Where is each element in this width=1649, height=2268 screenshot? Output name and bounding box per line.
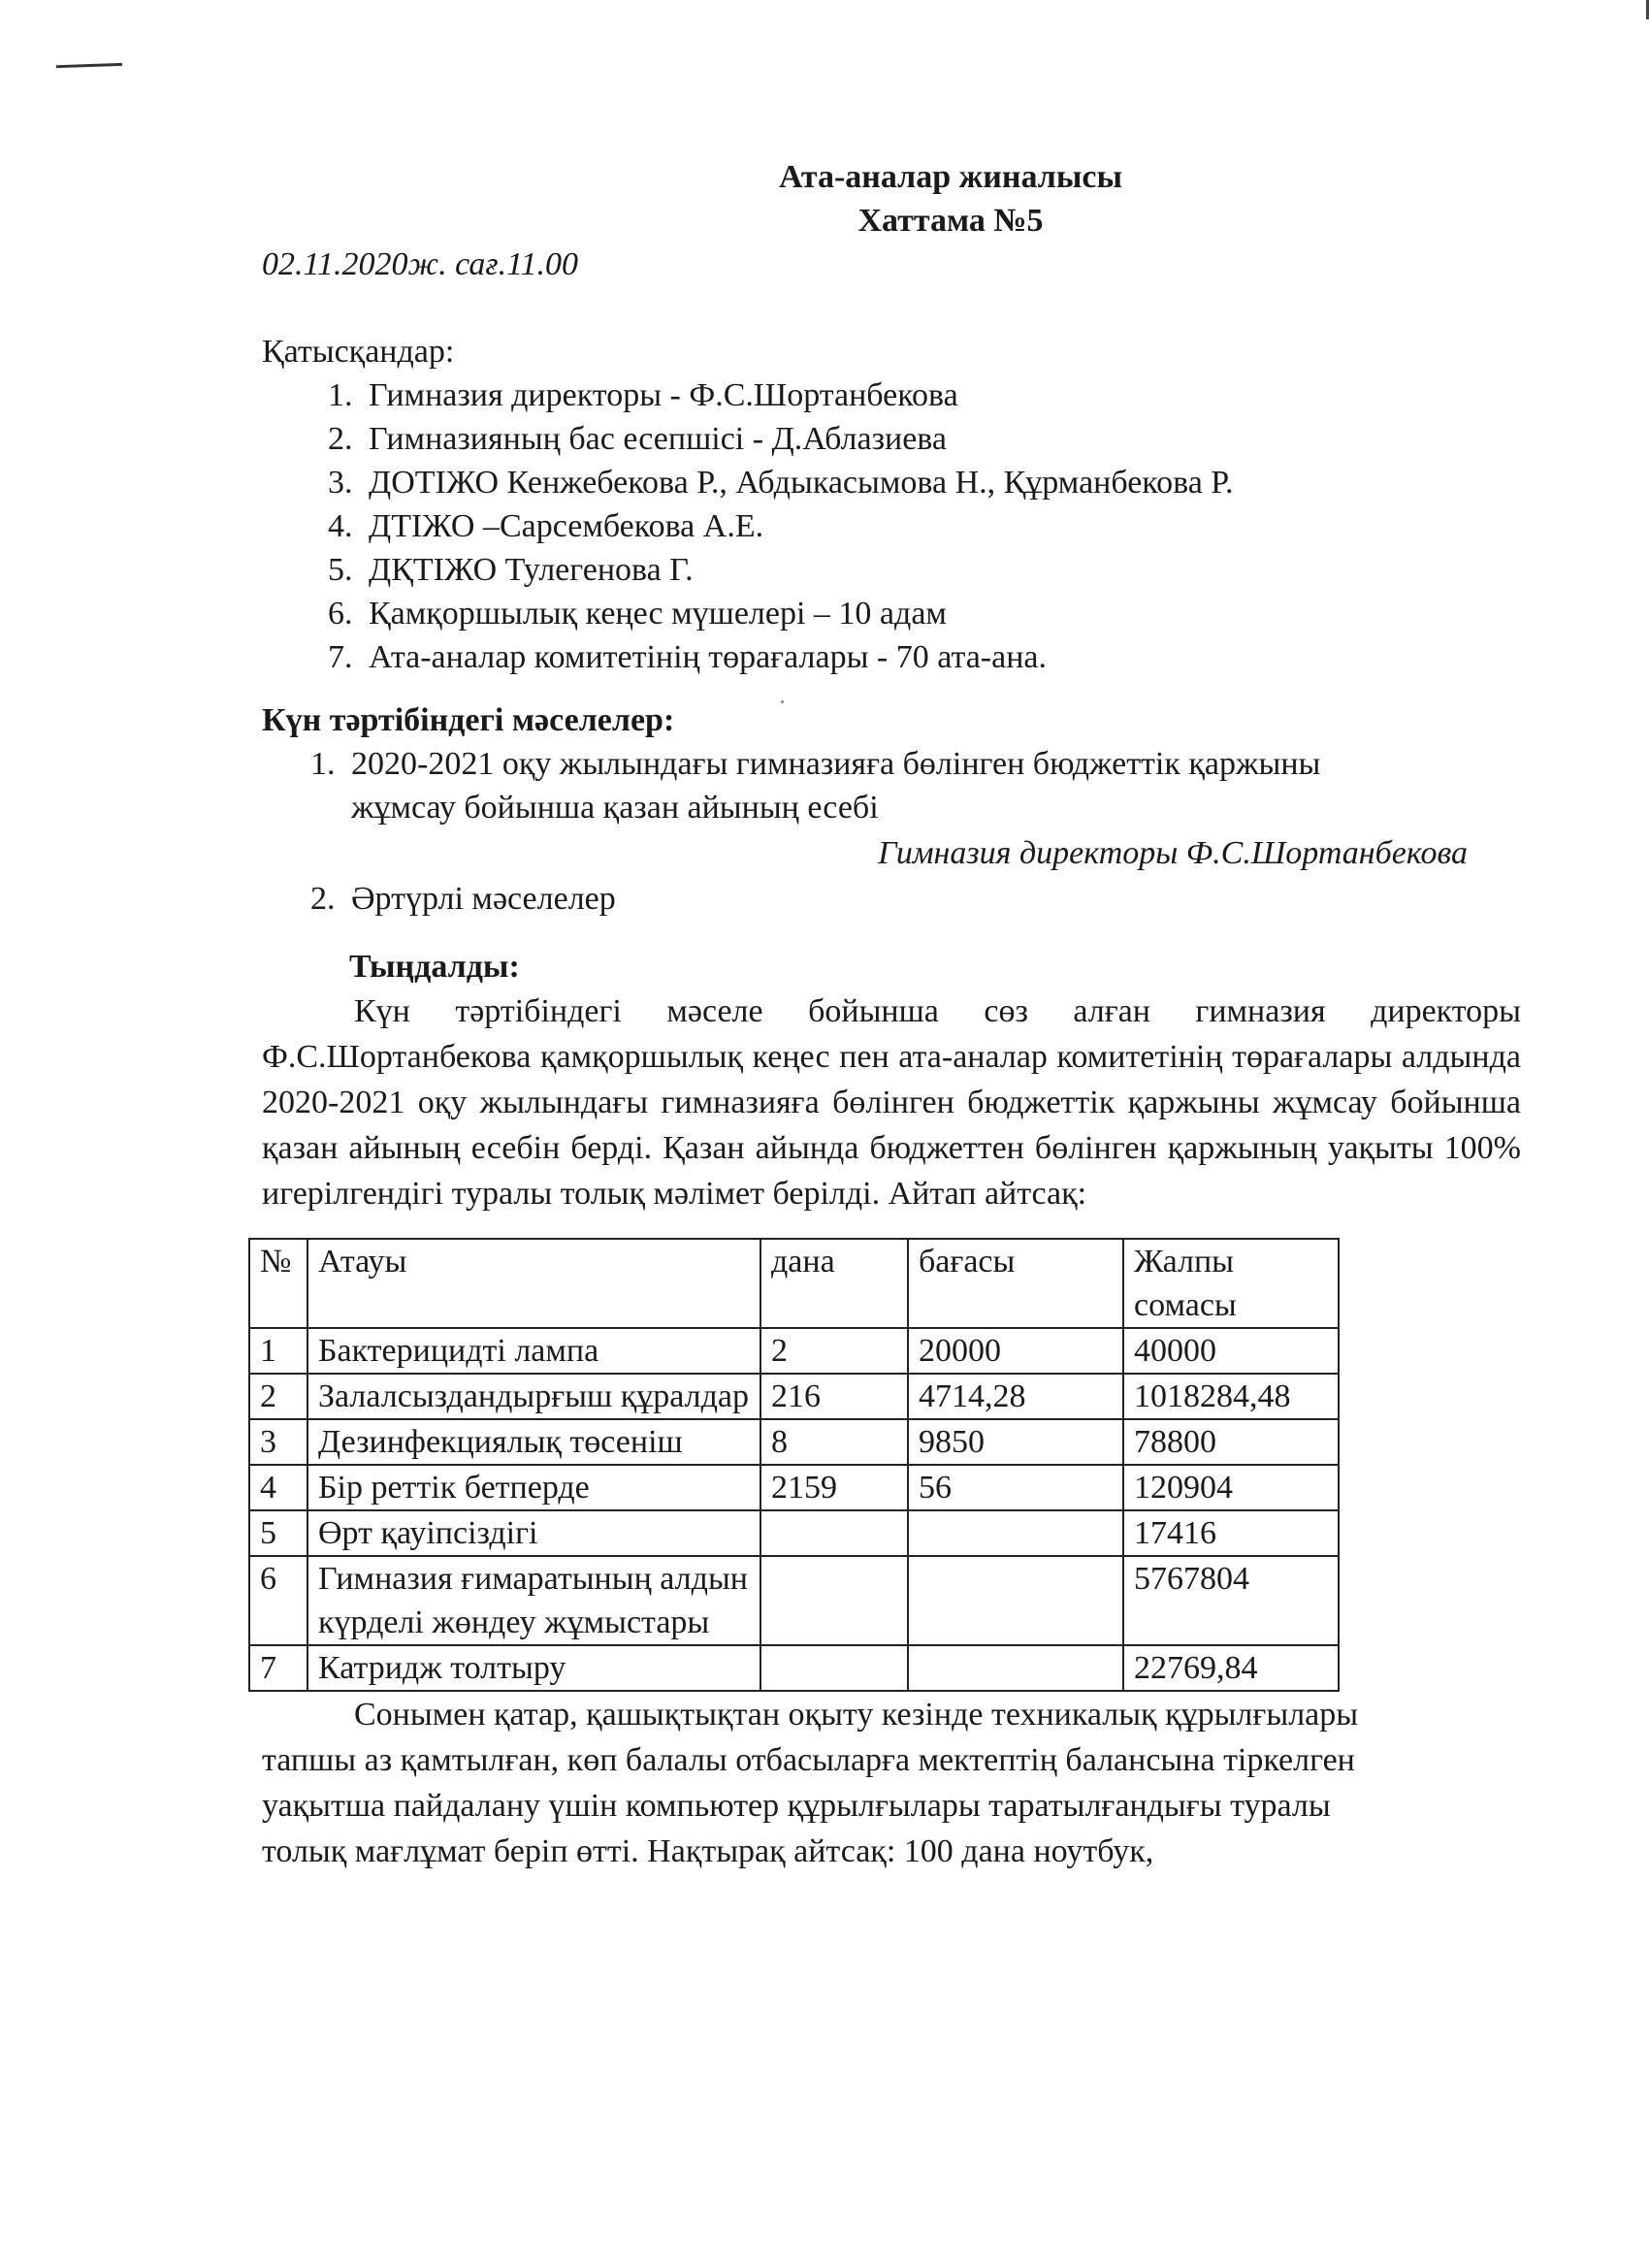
meeting-date: 02.11.2020ж. сағ.11.00 xyxy=(262,246,579,282)
paragraph-1: Күн тәртібіндегі мәселе бойынша сөз алған гимназия директоры Ф.С.Шортанбекова қамқоршылық кеңес пен ата-аналар комитетінің төрағалары алдында 2020-2021 оқу жылындағы гимназияға бөлінген бюджеттік қаржыны жұмсау бойынша қазан айының есебін берді. Қазан айында бюджеттен бөлінген қаржының уақыты 100% игерілгендігі туралы толық мәлімет берілді. Айтап айтсақ: xyxy=(262,993,1521,1212)
table-row: 1 Бактерицидті лампа 2 20000 40000 xyxy=(249,1328,1339,1374)
list-item: 5. ДҚТІЖО Тулегенова Г. xyxy=(328,552,694,588)
paragraph-2-line-1: Сонымен қатар, қашықтықтан оқыту кезінде техникалық құрылғылары xyxy=(354,1697,1359,1733)
list-item: 3. ДОТІЖО Кенжебекова Р., Абдыкасымова Н., Құрманбекова Р. xyxy=(328,465,1234,501)
document-content xyxy=(262,155,1523,1874)
paragraph-2 xyxy=(262,1692,1523,1874)
agenda-item-1-line-1: 2020-2021 оқу жылындағы гимназияға бөлінген бюджеттік қаржыны xyxy=(351,746,1321,782)
list-item: 7. Ата-аналар комитетінің төрағалары - 70 ата-ана. xyxy=(328,639,1048,675)
title-line-2: Хаттама №5 xyxy=(857,203,1044,239)
list-item: 1. Гимназия директоры - Ф.С.Шортанбекова xyxy=(328,377,958,413)
header-price: бағасы xyxy=(908,1239,1123,1328)
header-num: № xyxy=(249,1239,307,1328)
list-item: 2. Гимназияның бас есепшісі - Д.Аблазиева xyxy=(328,421,947,457)
agenda-speaker: Гимназия директоры Ф.С.Шортанбекова xyxy=(878,835,1468,871)
table-row: 4 Бір реттік бетперде 2159 56 120904 xyxy=(249,1465,1339,1510)
table-row: 5 Өрт қауіпсіздігі 17416 xyxy=(249,1510,1339,1556)
heard-title: Тыңдалды: xyxy=(349,949,520,985)
list-item: 4. ДТІЖО –Сарсембекова А.Е. xyxy=(328,508,764,544)
header-name: Атауы xyxy=(307,1239,760,1328)
agenda-item-1-line-2: жұмсау бойынша қазан айының есебі xyxy=(351,790,879,826)
table-row: 2 Залалсыздандырғыш құралдар 216 4714,28 1018284,48 xyxy=(249,1374,1339,1419)
items-table xyxy=(248,1238,1340,1692)
table-header-row xyxy=(249,1239,1339,1328)
participants-list xyxy=(262,373,1523,679)
agenda-title: Күн тәртібіндегі мәселелер: xyxy=(262,702,675,738)
agenda-item-2: 2. Әртүрлі мәселелер xyxy=(310,881,616,917)
list-item: 6. Қамқоршылық кеңес мүшелері – 10 адам xyxy=(328,596,947,632)
table-row: 6 Гимназия ғимаратының алдын күрделі жөндеу жұмыстары 5767804 xyxy=(249,1556,1339,1645)
scan-mark xyxy=(56,63,122,68)
table-row: 7 Катридж толтыру 22769,84 xyxy=(249,1645,1339,1691)
table-row: 3 Дезинфекциялық төсеніш 8 9850 78800 xyxy=(249,1419,1339,1465)
participants-label: Қатысқандар: xyxy=(262,334,455,370)
paragraph-2-line-4: толық мағлұмат беріп өтті. Нақтырақ айтсақ: 100 дана ноутбук, xyxy=(262,1833,1154,1869)
paragraph-2-line-3: уақытша пайдалану үшін компьютер құрылғылары таратылғандығы туралы xyxy=(262,1788,1331,1824)
title-line-1: Ата-аналар жиналысы xyxy=(778,159,1123,195)
header-qty: дана xyxy=(760,1239,908,1328)
agenda-item-1: 1. 2020-2021 оқу жылындағы гимназияға бөлінген бюджеттік қаржыны жұмсау бойынша қазан айының есебі xyxy=(310,746,1321,826)
header-total: Жалпы сомасы xyxy=(1123,1239,1339,1328)
paragraph-2-line-2: тапшы аз қамтылған, көп балалы отбасыларға мектептің балансына тіркелген xyxy=(262,1742,1355,1778)
